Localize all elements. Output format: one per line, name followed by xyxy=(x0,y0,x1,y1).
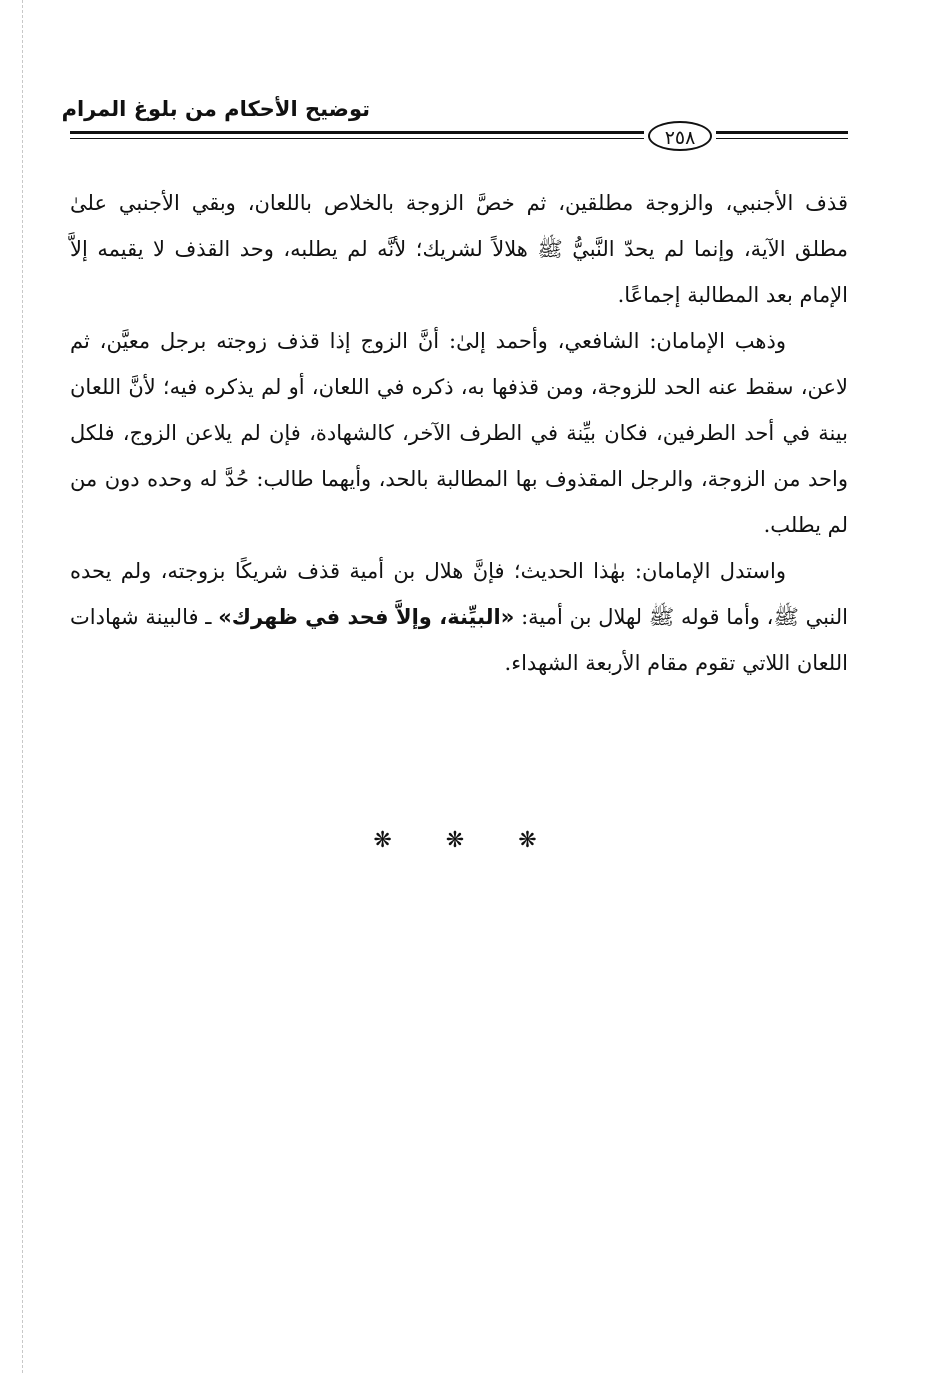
scan-margin-line xyxy=(22,0,23,1373)
paragraph-2 xyxy=(70,318,848,548)
separator-star-2: ❋ xyxy=(445,828,495,853)
header-rule-left xyxy=(70,131,644,134)
page-header xyxy=(61,92,848,162)
section-separator xyxy=(0,828,940,853)
paragraph-1 xyxy=(70,180,848,318)
paragraph-1-text: قذف الأجنبي، والزوجة مطلقين، ثم خصَّ الزوجة بالخلاص باللعان، وبقي الأجنبي علىٰ مطلق الآية، وإنما لم يحدّ النَّبيُّ ﷺ هلالاً لشريك؛ لأنَّه لم يطلبه، وحد القذف لا يقيمه إلاَّ الإمام بعد المطالبة إجماعًا. xyxy=(70,191,848,307)
page-number: ٢٥٨ xyxy=(648,121,712,151)
hadith-quote: «البيِّنة، وإلاَّ فحد في ظهرك» xyxy=(218,605,515,629)
separator-star-1: ❋ xyxy=(373,828,422,853)
paragraph-2-text: وذهب الإمامان: الشافعي، وأحمد إلىٰ: أنَّ الزوج إذا قذف زوجته برجل معيَّن، ثم لاعن، سقط عنه الحد للزوجة، ومن قذفها به، ذكره في اللعان، أو لم يذكره فيه؛ لأنَّ اللعان بينة في أحد الطرفين، فكان بيِّنة في الطرف الآخر، كالشهادة، فإن لم يلاعن الزوج، فلكل واحد من الزوجة، والرجل المقذوف بها المطالبة بالحد، وأيهما طالب: حُدَّ له وحده دون من لم يطلب. xyxy=(70,329,848,537)
page-body xyxy=(70,180,848,686)
paragraph-3-text: واستدل الإمامان: بهٰذا الحديث؛ فإنَّ هلال بن أمية قذف شريكًا بزوجته، ولم يحده النبي ﷺ، وأما قوله ﷺ لهلال بن أمية: xyxy=(70,559,849,629)
header-rule-right xyxy=(716,131,848,134)
paragraph-3 xyxy=(70,548,848,686)
header-rule-right-thin xyxy=(716,138,848,139)
header-rule-left-thin xyxy=(70,138,644,139)
separator-star-3: ❋ xyxy=(518,828,567,853)
running-title: توضيح الأحكام من بلوغ المرام xyxy=(61,97,370,121)
paragraph-3-tail: ـ فالبينة شهادات اللعان اللاتي تقوم مقام الأربعة الشهداء. xyxy=(70,605,848,675)
